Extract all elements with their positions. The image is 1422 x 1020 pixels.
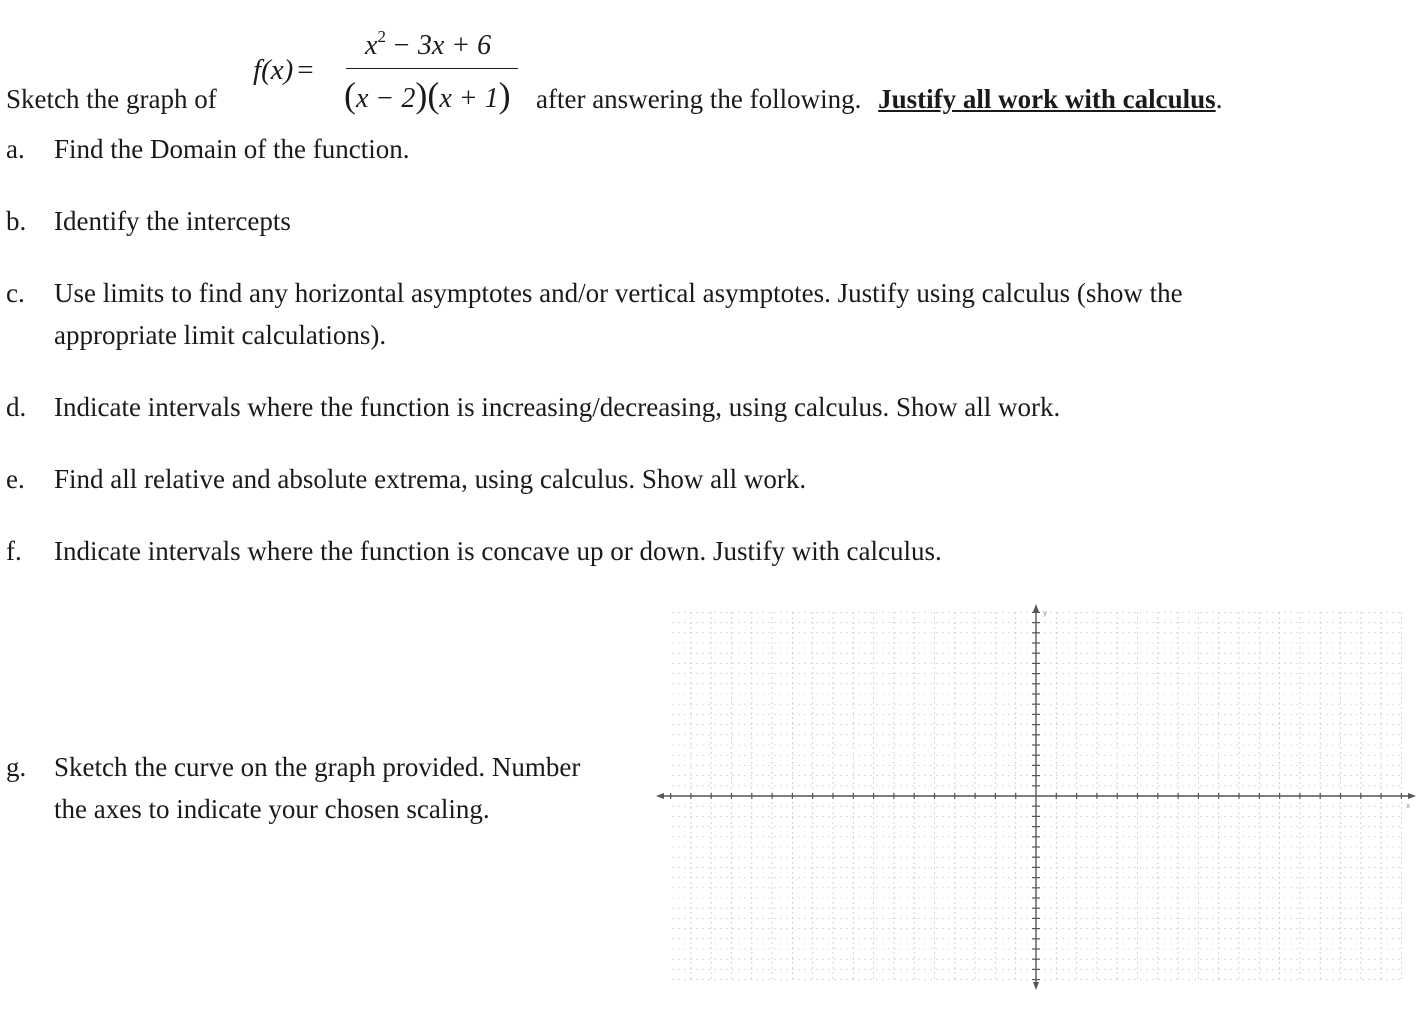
- question-text-g-line1: Sketch the curve on the graph provided. Number: [54, 752, 581, 782]
- question-text-b: Identify the intercepts: [54, 206, 291, 236]
- question-label-d: d.: [6, 392, 27, 422]
- numerator-rest: − 3x + 6: [391, 30, 492, 61]
- question-label-e: e.: [6, 464, 25, 494]
- question-text-a: Find the Domain of the function.: [54, 134, 410, 164]
- x-axis-arrow-right-icon: [1408, 793, 1416, 799]
- question-text-f: Indicate intervals where the function is concave up or down. Justify with calculus.: [54, 536, 942, 566]
- paren-open-1: (: [344, 75, 356, 115]
- y-axis-label: y: [1043, 609, 1048, 617]
- question-label-a: a.: [6, 134, 25, 164]
- paren-close-2: ): [498, 75, 511, 115]
- question-label-b: b.: [6, 206, 27, 236]
- function-name: f: [253, 54, 262, 86]
- intro-prefix: Sketch the graph of: [6, 84, 217, 114]
- question-label-g: g.: [6, 752, 27, 782]
- equals-sign: =: [297, 54, 314, 86]
- paren-close-1: ): [415, 75, 428, 115]
- y-axis-arrow-top-icon: [1033, 604, 1039, 612]
- question-label-c: c.: [6, 278, 25, 308]
- question-label-f: f.: [6, 536, 22, 566]
- numerator-variable: x: [365, 30, 378, 61]
- question-text-g-line2: the axes to indicate your chosen scaling.: [54, 794, 490, 824]
- x-axis-arrow-left-icon: [656, 793, 664, 799]
- y-axis-arrow-bottom-icon: [1033, 982, 1039, 990]
- denominator-factor-1: x − 2: [356, 83, 416, 114]
- grid-lines: [672, 612, 1404, 982]
- question-text-c-line2: appropriate limit calculations).: [54, 320, 387, 350]
- intro-suffix-text: after answering the following.: [536, 84, 862, 114]
- denominator-factor-2: x + 1: [439, 83, 499, 114]
- function-argument: (x): [261, 54, 294, 86]
- intro-period: .: [1215, 84, 1223, 114]
- numerator-exponent: 2: [377, 27, 386, 46]
- intro-emphasis: Justify all work with calculus: [878, 84, 1216, 114]
- question-text-d: Indicate intervals where the function is increasing/decreasing, using calculus. Show all work.: [54, 392, 1061, 422]
- x-axis-label: x: [1406, 802, 1411, 810]
- paren-open-2: (: [427, 75, 440, 115]
- question-text-c-line1: Use limits to find any horizontal asymptotes and/or vertical asymptotes. Justify using calculus (show the: [54, 278, 1183, 308]
- question-text-e: Find all relative and absolute extrema, using calculus. Show all work.: [54, 464, 807, 494]
